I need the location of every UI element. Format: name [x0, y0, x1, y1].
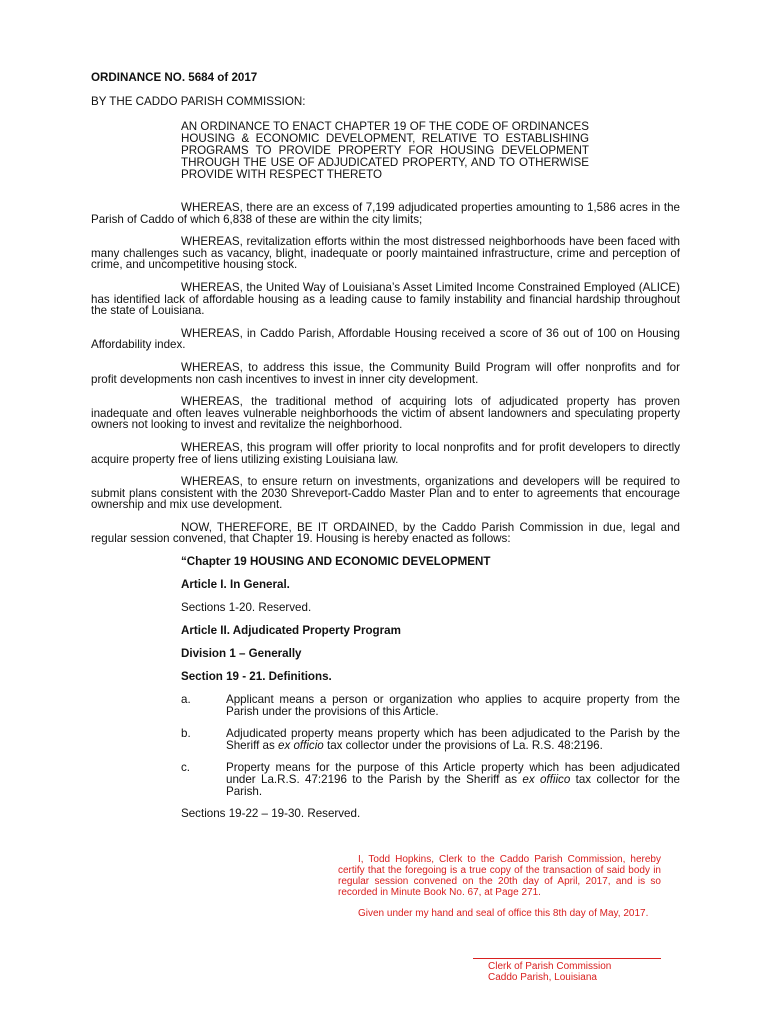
- whereas-clause: WHEREAS, the United Way of Louisiana’s Asset Limited Income Constrained Employed (ALICE) has identified lack of affordable housing as a leading cause to family instability and financial hardship throughout the state of Louisiana.: [91, 280, 680, 318]
- article-1-heading: Article I. In General.: [181, 578, 290, 592]
- definition-letter: b.: [181, 727, 191, 741]
- signature-title: Clerk of Parish Commission: [488, 961, 612, 972]
- italic-term: ex offiico: [522, 773, 571, 787]
- whereas-clause: WHEREAS, in Caddo Parish, Affordable Housing received a score of 36 out of 100 on Housing Affordability index.: [91, 326, 680, 352]
- by-line: BY THE CADDO PARISH COMMISSION:: [91, 95, 306, 108]
- certification-statement: I, Todd Hopkins, Clerk to the Caddo Parish Commission, hereby certify that the foregoing is a true copy of the transaction of said body in regular session convened on the 20th day of April, 2017, and is so recorded in Minute Book No. 67, at Page 271.: [338, 854, 661, 898]
- reserved-sections-2: Sections 19-22 – 19-30. Reserved.: [181, 807, 361, 821]
- clerk-certification: [338, 854, 661, 929]
- definition-run: Applicant means a person or organization who applies to acquire property from the Parish under the provisions of this Article.: [226, 693, 680, 718]
- definition-text: [226, 694, 680, 717]
- ordinance-title: ORDINANCE NO. 5684 of 2017: [91, 71, 258, 84]
- definition-text: [226, 728, 680, 751]
- whereas-clause: WHEREAS, to ensure return on investments, organizations and developers will be required to submit plans consistent with the 2030 Shreveport-Caddo Master Plan and to enter to agreements that encourage ownership and mix use development.: [91, 475, 680, 512]
- definition-item: [181, 728, 680, 751]
- definition-run: tax collector for the Parish.: [226, 773, 680, 798]
- section-heading: Section 19 - 21. Definitions.: [181, 670, 332, 684]
- whereas-clause: NOW, THEREFORE, BE IT ORDAINED, by the Caddo Parish Commission in due, legal and regular session convened, that Chapter 19. Housing is hereby enacted as follows:: [91, 520, 680, 546]
- whereas-clause: WHEREAS, the traditional method of acquiring lots of adjudicated property has proven inadequate and often leaves vulnerable neighborhoods the victim of absent landowners and speculating property owners not looking to invest and revitalize the neighborhood.: [91, 395, 680, 432]
- definition-run: Adjudicated property means property which has been adjudicated to the Parish by the Sheriff as: [226, 727, 680, 752]
- italic-term: ex officio: [278, 738, 324, 752]
- signature-line: [473, 958, 661, 959]
- definition-item: [181, 762, 680, 797]
- definitions-list: [91, 694, 680, 797]
- definition-letter: a.: [181, 693, 191, 707]
- ordinance-body: [91, 202, 680, 831]
- definition-run: tax collector under the provisions of La. R.S. 48:2196.: [323, 738, 603, 752]
- definition-text: [226, 762, 680, 797]
- whereas-clause: WHEREAS, to address this issue, the Community Build Program will offer nonprofits and for profit developments non cash incentives to invest in inner city development.: [91, 360, 680, 386]
- clerk-signature-block: [488, 961, 611, 983]
- whereas-clause: WHEREAS, there are an excess of 7,199 adjudicated properties amounting to 1,586 acres in the Parish of Caddo of which 6,838 of these are within the city limits;: [91, 201, 680, 226]
- whereas-clause: WHEREAS, revitalization efforts within the most distressed neighborhoods have been faced with many challenges such as vacancy, blight, inadequate or poorly maintained infrastructure, crime and perception of crime, and uncompetitive housing stock.: [91, 235, 680, 272]
- signature-place: Caddo Parish, Louisiana: [488, 972, 597, 983]
- division-heading: Division 1 – Generally: [181, 647, 302, 661]
- certification-given: Given under my hand and seal of office this 8th day of May, 2017.: [358, 908, 649, 919]
- definition-run: Property means for the purpose of this Article property which has been adjudicated under La.R.S. 47:2196 to the Parish by the Sheriff as: [226, 761, 680, 787]
- ordinance-caption: AN ORDINANCE TO ENACT CHAPTER 19 OF THE CODE OF ORDINANCES HOUSING & ECONOMIC DEVELOPMENT, RELATIVE TO ESTABLISHING PROGRAMS TO PROVIDE PROPERTY FOR HOUSING DEVELOPMENT THROUGH THE USE OF ADJUDICATED PROPERTY, AND TO OTHERWISE PROVIDE WITH RESPECT THERETO: [181, 120, 589, 181]
- article-2-heading: Article II. Adjudicated Property Program: [181, 624, 401, 638]
- definition-letter: c.: [181, 761, 191, 775]
- reserved-sections-1: Sections 1-20. Reserved.: [181, 601, 312, 615]
- definition-item: [181, 694, 680, 717]
- chapter-title: “Chapter 19 HOUSING AND ECONOMIC DEVELOPMENT: [181, 555, 491, 569]
- whereas-clause: WHEREAS, this program will offer priority to local nonprofits and for profit developers to directly acquire property free of liens utilizing existing Louisiana law.: [91, 440, 680, 466]
- whereas-clauses: [91, 202, 680, 545]
